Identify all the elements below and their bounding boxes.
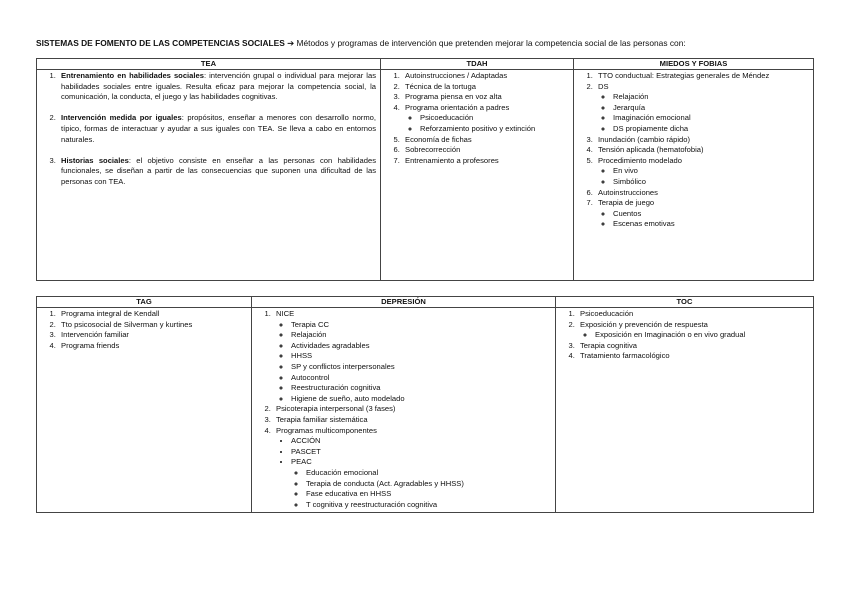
header-tdah: TDAH: [381, 59, 574, 70]
list-item: ◦ Jerarquía: [613, 103, 809, 114]
list-item: ◦ DS propiamente dicha: [613, 124, 809, 135]
list-item: ◦ Higiene de sueño, auto modelado: [291, 394, 551, 405]
list-item: 5. Economía de fichas: [402, 135, 569, 146]
header-miedos-fobias: MIEDOS Y FOBIAS: [574, 59, 814, 70]
list-item: ◦ Terapia de conducta (Act. Agradables y HHSS): [306, 479, 551, 490]
list-item: 3. Terapia familiar sistemática: [273, 415, 551, 426]
table-tag-depresion-toc: [36, 296, 814, 513]
list-item: ◦ Actividades agradables: [291, 341, 551, 352]
list-item: ◦ Simbólico: [613, 177, 809, 188]
list-item: 3. Historias sociales: el objetivo consiste en enseñar a las personas con habilidades funcionales, se diseñan a partir de las consecuencias que suponen una dificultad de las personas con TEA.: [58, 156, 376, 188]
list-item: ◦ Cuentos: [613, 209, 809, 220]
list-item: ◦ Relajación: [291, 330, 551, 341]
header-depresion: DEPRESIÓN: [252, 297, 556, 308]
list-item: ◦ Terapia CC: [291, 320, 551, 331]
list-item: 1. TTO conductual: Estrategias generales de Méndez: [595, 71, 809, 82]
list-item: 5. Procedimiento modelado ◦ En vivo ◦ Simbólico: [595, 156, 809, 188]
cell-toc: [556, 308, 814, 513]
table-tea-tdah-miedos: [36, 58, 814, 281]
list-item: ◦ Fase educativa en HHSS: [306, 489, 551, 500]
list-item: 7. Terapia de juego ◦ Cuentos ◦ Escenas emotivas: [595, 198, 809, 230]
list-item: ◦ Reestructuración cognitiva: [291, 383, 551, 394]
list-item: 6. Sobrecorrección: [402, 145, 569, 156]
list-item: 3. Intervención familiar: [58, 330, 247, 341]
list-item: 4. Tratamiento farmacológico: [577, 351, 809, 362]
cell-tag: [37, 308, 252, 513]
list-item: ◦ HHSS: [291, 351, 551, 362]
list-item: 3. Inundación (cambio rápido): [595, 135, 809, 146]
header-tag: TAG: [37, 297, 252, 308]
cell-depresion: [252, 308, 556, 513]
cell-tdah: [381, 70, 574, 281]
arrow-icon: ➔: [287, 38, 295, 48]
header-toc: TOC: [556, 297, 814, 308]
list-item: • PASCET: [291, 447, 551, 458]
list-item: ◦ Educación emocional: [306, 468, 551, 479]
header-tea: TEA: [37, 59, 381, 70]
list-item: ◦ En vivo: [613, 166, 809, 177]
list-item: 4. Programas multicomponentes • ACCIÓN • PASCET • PEAC ◦ Educación emocional ◦ Terapia de conducta (Act. Agradables y HHSS) ◦ Fase educativa en HHSS ◦ T cognitiva y reestructuración cognitiva: [273, 426, 551, 511]
list-item: ◦ Exposición en Imaginación o en vivo gradual: [595, 330, 809, 341]
list-item: ◦ Autocontrol: [291, 373, 551, 384]
list-item: 2. Tto psicosocial de Silverman y kurtines: [58, 320, 247, 331]
cell-miedos-fobias: [574, 70, 814, 281]
list-item: 2. Intervención medida por iguales: propósitos, enseñar a menores con desarrollo normo, típico, formas de interactuar y ayudar a sus iguales con TEA. Se lleva a cabo en entornos naturales.: [58, 113, 376, 145]
list-item: 1. Psicoeducación: [577, 309, 809, 320]
list-item: 3. Terapia cognitiva: [577, 341, 809, 352]
list-item: ◦ Escenas emotivas: [613, 219, 809, 230]
list-item: 6. Autoinstrucciones: [595, 188, 809, 199]
list-item: 2. DS ◦ Relajación ◦ Jerarquía ◦ Imaginación emocional ◦ DS propiamente dicha: [595, 82, 809, 135]
list-item: 1. Entrenamiento en habilidades sociales: intervención grupal o individual para mejorar las habilidades sociales entre iguales. Resulta eficaz para mejorar la competencia social, la comunicación, la conducta, el juego y las habilidades cognitivas.: [58, 71, 376, 103]
list-item: • PEAC ◦ Educación emocional ◦ Terapia de conducta (Act. Agradables y HHSS) ◦ Fase educativa en HHSS ◦ T cognitiva y reestructuración cognitiva: [291, 457, 551, 510]
list-item: 7. Entrenamiento a profesores: [402, 156, 569, 167]
list-item: 3. Programa piensa en voz alta: [402, 92, 569, 103]
list-item: ◦ Relajación: [613, 92, 809, 103]
list-item: 1. Programa integral de Kendall: [58, 309, 247, 320]
list-item: • ACCIÓN: [291, 436, 551, 447]
list-item: ◦ Reforzamiento positivo y extinción: [420, 124, 569, 135]
document-heading: [36, 38, 826, 48]
list-item: ◦ Imaginación emocional: [613, 113, 809, 124]
list-item: 1. NICE ◦ Terapia CC ◦ Relajación ◦ Actividades agradables ◦ HHSS ◦ SP y conflictos interpersonales ◦ Autocontrol ◦ Reestructuración cognitiva ◦ Higiene de sueño, auto modelado: [273, 309, 551, 404]
list-item: 2. Técnica de la tortuga: [402, 82, 569, 93]
list-item: ◦ Psicoeducación: [420, 113, 569, 124]
cell-tea: [37, 70, 381, 281]
heading-bold: SISTEMAS DE FOMENTO DE LAS COMPETENCIAS SOCIALES: [36, 38, 285, 48]
list-item: 2. Psicoterapia interpersonal (3 fases): [273, 404, 551, 415]
list-item: 4. Programa friends: [58, 341, 247, 352]
list-item: 4. Programa orientación a padres ◦ Psicoeducación ◦ Reforzamiento positivo y extinción: [402, 103, 569, 135]
heading-rest: Métodos y programas de intervención que pretenden mejorar la competencia social de las personas con:: [294, 38, 686, 48]
list-item: ◦ T cognitiva y reestructuración cognitiva: [306, 500, 551, 511]
list-item: ◦ SP y conflictos interpersonales: [291, 362, 551, 373]
list-item: 1. Autoinstrucciones / Adaptadas: [402, 71, 569, 82]
list-item: 4. Tensión aplicada (hematofobia): [595, 145, 809, 156]
list-item: 2. Exposición y prevención de respuesta ◦ Exposición en Imaginación o en vivo gradual: [577, 320, 809, 341]
